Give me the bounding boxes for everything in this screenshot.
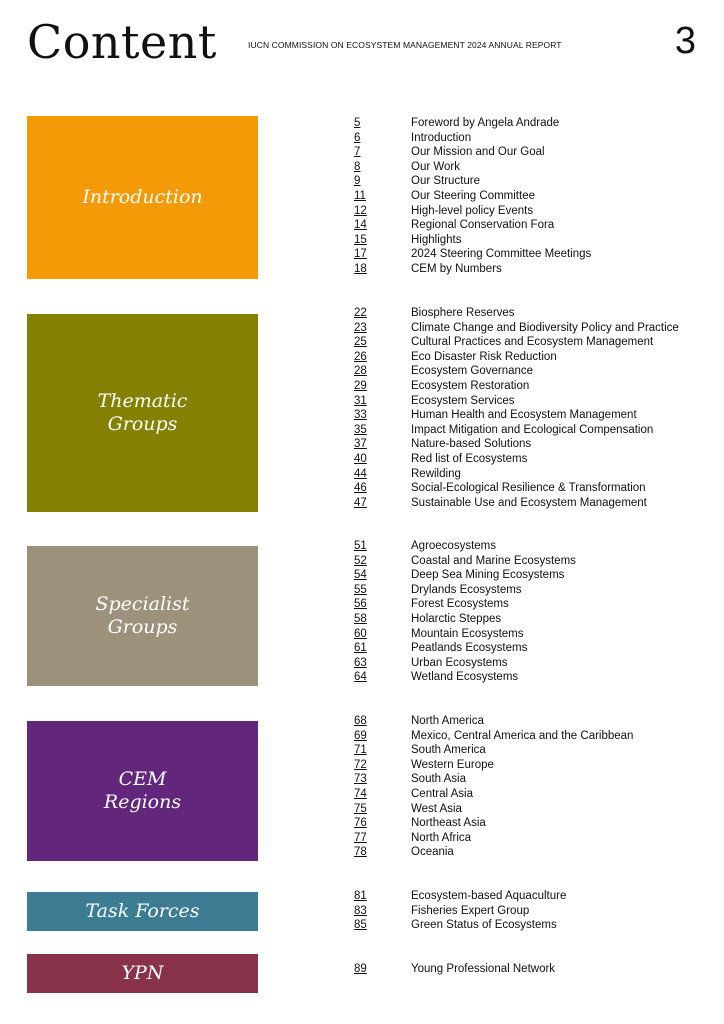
toc-entry-title: Mexico, Central America and the Caribbean xyxy=(411,729,634,742)
toc-entry-title: Foreword by Angela Andrade xyxy=(411,117,560,129)
toc-entry-title: Forest Ecosystems xyxy=(411,598,509,611)
toc-page-link[interactable]: 72 xyxy=(354,758,367,771)
toc-entry-title: West Asia xyxy=(411,802,462,815)
toc-page-link[interactable]: 51 xyxy=(354,540,367,552)
toc-page-link[interactable]: 8 xyxy=(354,160,361,173)
toc-entry-title: Regional Conservation Fora xyxy=(411,219,555,232)
toc-entry-title: Our Mission and Our Goal xyxy=(411,146,545,159)
toc-entry-title: Northeast Asia xyxy=(411,817,486,830)
toc-page-link[interactable]: 64 xyxy=(354,671,367,684)
toc-page-link[interactable]: 31 xyxy=(354,394,367,407)
toc-entry-title: Introduction xyxy=(411,131,472,144)
toc-entry-title: Urban Ecosystems xyxy=(411,656,508,669)
toc-page-link[interactable]: 68 xyxy=(354,715,367,727)
toc-entry-title: High-level policy Events xyxy=(411,204,534,217)
toc-entry-title: Western Europe xyxy=(411,758,494,771)
toc-page-link[interactable]: 40 xyxy=(354,452,367,465)
toc-entry-title: Oceania xyxy=(411,846,454,859)
section-block-task-forces xyxy=(27,892,258,931)
toc-entry-title: Our Steering Committee xyxy=(411,189,535,202)
toc-entry-title: Human Health and Ecosystem Management xyxy=(411,409,637,422)
toc-page-link[interactable]: 14 xyxy=(354,219,367,232)
toc-page-link[interactable]: 37 xyxy=(354,438,367,451)
toc-page-link[interactable]: 77 xyxy=(354,831,367,844)
toc-page-link[interactable]: 56 xyxy=(354,598,367,611)
toc-entry-title: Peatlands Ecosystems xyxy=(411,642,528,655)
page-title: Content xyxy=(27,15,217,69)
toc-page-link[interactable]: 22 xyxy=(354,307,367,319)
toc-entry-title: Highlights xyxy=(411,233,462,246)
toc-entry-title: Sustainable Use and Ecosystem Management xyxy=(411,496,647,509)
toc-page-link[interactable]: 9 xyxy=(354,175,361,188)
toc-page-link[interactable]: 35 xyxy=(354,423,367,436)
toc-page-link[interactable]: 73 xyxy=(354,773,367,786)
toc-page-link[interactable]: 23 xyxy=(354,321,367,334)
toc-entry-title: Green Status of Ecosystems xyxy=(411,919,557,932)
toc-entry-title: South America xyxy=(411,744,486,757)
toc-entry-title: Coastal and Marine Ecosystems xyxy=(411,554,576,567)
toc-entry-title: South Asia xyxy=(411,773,466,786)
section-block-thematic-groups xyxy=(27,314,258,512)
toc-page-link[interactable]: 78 xyxy=(354,846,367,859)
toc-page-link[interactable]: 63 xyxy=(354,656,367,669)
toc-entry-title: Fisheries Expert Group xyxy=(411,904,530,917)
toc-page-link[interactable]: 5 xyxy=(354,117,361,129)
toc-page-link[interactable]: 12 xyxy=(354,204,367,217)
section-block-specialist-groups xyxy=(27,546,258,686)
toc-entry-title: Social-Ecological Resilience & Transformation xyxy=(411,482,646,495)
toc-page-link[interactable]: 69 xyxy=(354,729,367,742)
toc-page-link[interactable]: 11 xyxy=(354,189,366,202)
toc-entry-title: CEM by Numbers xyxy=(411,262,502,275)
toc-entry-title: Ecosystem-based Aquaculture xyxy=(411,890,567,902)
toc-page-link[interactable]: 74 xyxy=(354,787,367,800)
toc-page-link[interactable]: 15 xyxy=(354,233,367,246)
toc-page-link[interactable]: 71 xyxy=(354,744,367,757)
toc-page-link[interactable]: 81 xyxy=(354,890,367,902)
toc-page-link[interactable]: 44 xyxy=(354,467,367,480)
toc-page-link[interactable]: 60 xyxy=(354,627,367,640)
toc-entry-title: Wetland Ecosystems xyxy=(411,671,519,684)
toc-page-link[interactable]: 28 xyxy=(354,365,367,378)
toc-entry-title: Deep Sea Mining Ecosystems xyxy=(411,569,565,582)
toc-entry-title: Biosphere Reserves xyxy=(411,307,515,319)
toc-page-link[interactable]: 46 xyxy=(354,482,367,495)
toc-entry-title: Young Professional Network xyxy=(411,963,556,975)
toc-page-link[interactable]: 29 xyxy=(354,379,367,392)
toc-page-link[interactable]: 26 xyxy=(354,350,367,363)
toc-entry-title: Holarctic Steppes xyxy=(411,612,502,625)
toc-entry-title: Rewilding xyxy=(411,467,461,480)
toc-entry-title: 2024 Steering Committee Meetings xyxy=(411,248,592,261)
section-block-cem-regions xyxy=(27,721,258,861)
toc-page-link[interactable]: 75 xyxy=(354,802,367,815)
toc-entry-title: Impact Mitigation and Ecological Compensation xyxy=(411,423,654,436)
section-block-introduction xyxy=(27,116,258,279)
section-label: Introduction xyxy=(82,186,203,208)
toc-entry-title: North America xyxy=(411,715,484,727)
toc-page-link[interactable]: 33 xyxy=(354,409,367,422)
toc-entry-title: Our Structure xyxy=(411,175,481,188)
toc-page-link[interactable]: 7 xyxy=(354,146,361,159)
toc-page-link[interactable]: 83 xyxy=(354,904,367,917)
toc-entry-title: Ecosystem Restoration xyxy=(411,379,530,392)
toc-entry-title: Drylands Ecosystems xyxy=(411,583,522,596)
page-number: 3 xyxy=(674,20,696,62)
toc-page-link[interactable]: 55 xyxy=(354,583,367,596)
toc-page-link[interactable]: 58 xyxy=(354,612,367,625)
toc-entry-title: Nature-based Solutions xyxy=(411,438,532,451)
section-block-ypn xyxy=(27,954,258,993)
toc-entry-title: Eco Disaster Risk Reduction xyxy=(411,350,557,363)
section-label: Thematic Groups xyxy=(97,390,188,435)
toc-page-link[interactable]: 89 xyxy=(354,963,367,975)
toc-entry-title: Ecosystem Services xyxy=(411,394,515,407)
toc-entry-title: North Africa xyxy=(411,831,472,844)
toc-entry-title: Climate Change and Biodiversity Policy and Practice xyxy=(411,321,679,334)
toc-page-link[interactable]: 54 xyxy=(354,569,367,582)
toc-page-link[interactable]: 61 xyxy=(354,642,367,655)
toc-page-link[interactable]: 76 xyxy=(354,817,367,830)
section-label: Specialist Groups xyxy=(95,593,190,638)
section-label: Task Forces xyxy=(85,900,200,922)
toc-page-link[interactable]: 25 xyxy=(354,336,367,349)
toc-entry-title: Ecosystem Governance xyxy=(411,365,534,378)
toc-page-link[interactable]: 47 xyxy=(354,496,367,509)
toc-entry-title: Central Asia xyxy=(411,787,474,800)
section-label: CEM Regions xyxy=(103,768,182,813)
toc-page-link[interactable]: 85 xyxy=(354,919,367,932)
report-subtitle: IUCN COMMISSION ON ECOSYSTEM MANAGEMENT 2024 ANNUAL REPORT xyxy=(248,40,562,50)
toc-page-link[interactable]: 6 xyxy=(354,131,361,144)
toc-entry-title: Cultural Practices and Ecosystem Management xyxy=(411,336,654,349)
section-label: YPN xyxy=(121,962,164,984)
toc-page-link[interactable]: 18 xyxy=(354,262,367,275)
toc-page-link[interactable]: 52 xyxy=(354,554,367,567)
toc-entry-title: Mountain Ecosystems xyxy=(411,627,524,640)
toc-entry-title: Agroecosystems xyxy=(411,540,497,552)
toc-entry-title: Our Work xyxy=(411,160,460,173)
toc-entry-title: Red list of Ecosystems xyxy=(411,452,528,465)
toc-page-link[interactable]: 17 xyxy=(354,248,367,261)
